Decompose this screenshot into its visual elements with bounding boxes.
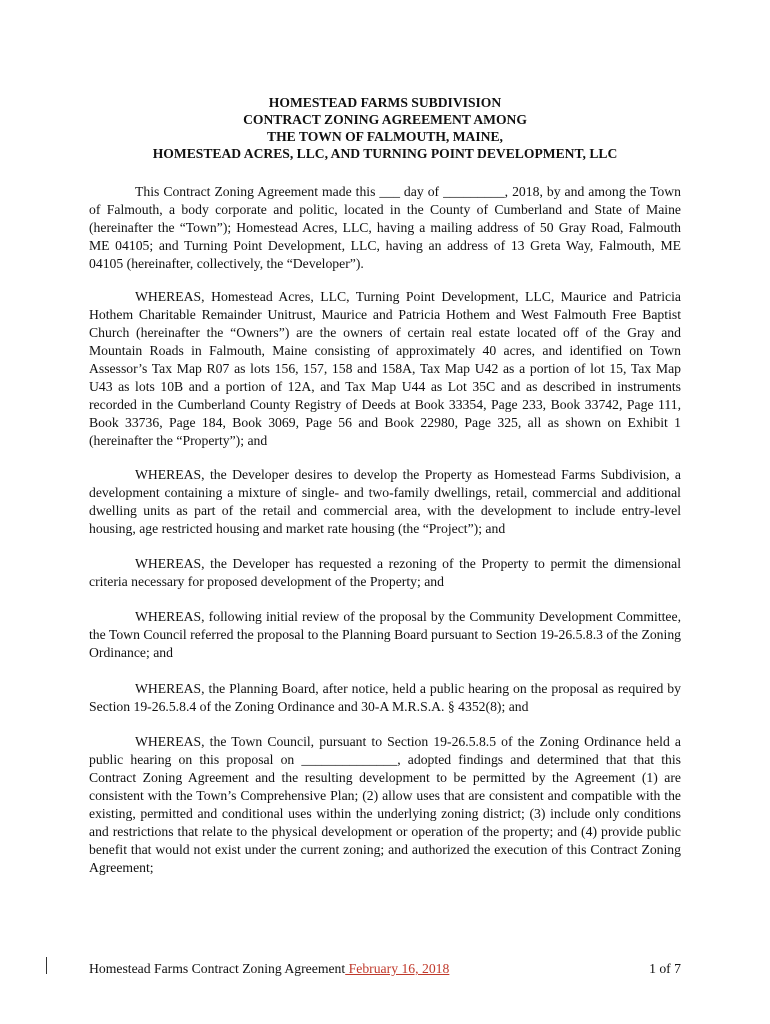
whereas-paragraph-owners: WHEREAS, Homestead Acres, LLC, Turning Point Development, LLC, Maurice and Patricia Hothem Charitable Remainder Unitrust, Maurice and Patricia Hothem and West Falmouth Free Baptist Church (hereinafter the “Owners”) are the owners of certain real estate located off of the Gray and Mountain Roads in Falmouth, Maine consisting of approximately 40 acres, and identified on Town Assessor’s Tax Map R07 as lots 156, 157, 158 and 158A, Tax Map U42 as a portion of lot 15, Tax Map U43 as lots 10B and a portion of 12A, and Tax Map U44 as Lot 35C and as described in instruments recorded in the Cumberland County Registry of Deeds at Book 33354, Page 233, Book 33742, Page 111, Book 33736, Page 184, Book 3069, Page 56 and Book 22980, Page 325, all as shown on Exhibit 1 (hereinafter the “Property”); and <box>89 289 681 448</box>
whereas-paragraph-town-council: WHEREAS, the Town Council, pursuant to Section 19-26.5.8.5 of the Zoning Ordinance held a public hearing on this proposal on ______________, adopted findings and determined that that this Contract Zoning Agreement and the resulting development to be permitted by the Agreement (1) are consistent with the Town’s Comprehensive Plan; (2) allow uses that are consistent and compatible with the existing, permitted and conditional uses within the underlying zoning district; (3) include only conditions and restrictions that relate to the physical development or operation of the property; and (4) provide public benefit that would not exist under the current zoning; and authorized the execution of this Contract Zoning Agreement; <box>89 734 681 875</box>
title-line: HOMESTEAD FARMS SUBDIVISION <box>268 95 502 110</box>
revision-change-bar <box>46 957 47 974</box>
whereas-paragraph-planning-board: WHEREAS, the Planning Board, after notice, held a public hearing on the proposal as required by Section 19-26.5.8.4 of the Zoning Ordinance and 30-A M.R.S.A. § 4352(8); and <box>89 681 681 714</box>
whereas-paragraph-project: WHEREAS, the Developer desires to develop the Property as Homestead Farms Subdivision, a development containing a mixture of single- and two-family dwellings, retail, commercial and additional dwelling units as part of the retail and commercial area, with the development to include entry-level housing, age restricted housing and market rate housing (the “Project”); and <box>89 467 681 536</box>
page-footer <box>89 960 681 978</box>
footer-revision-date: February 16, 2018 <box>345 961 450 976</box>
title-line: CONTRACT ZONING AGREEMENT AMONG <box>243 112 527 127</box>
title-line: HOMESTEAD ACRES, LLC, AND TURNING POINT DEVELOPMENT, LLC <box>152 146 618 161</box>
document-title <box>60 94 710 162</box>
preamble-paragraph: This Contract Zoning Agreement made this ___ day of _________, 2018, by and among the Town of Falmouth, a body corporate and politic, located in the County of Cumberland and State of Maine (hereinafter the “Town”); Homestead Acres, LLC, having a mailing address of 50 Gray Road, Falmouth ME 04105; and Turning Point Development, LLC, having an address of 13 Greta Way, Falmouth, ME 04105 (hereinafter, collectively, the “Developer”). <box>89 184 681 271</box>
whereas-paragraph-committee: WHEREAS, following initial review of the proposal by the Community Development Committee, the Town Council referred the proposal to the Planning Board pursuant to Section 19-26.5.8.3 of the Zoning Ordinance; and <box>89 609 681 660</box>
title-line: THE TOWN OF FALMOUTH, MAINE, <box>267 129 503 144</box>
document-body <box>89 183 681 894</box>
whereas-paragraph-rezoning: WHEREAS, the Developer has requested a rezoning of the Property to permit the dimensional criteria necessary for proposed development of the Property; and <box>89 556 681 589</box>
footer-document-name <box>89 960 449 978</box>
footer-title-text: Homestead Farms Contract Zoning Agreement <box>89 961 346 976</box>
page-number: 1 of 7 <box>649 961 681 976</box>
